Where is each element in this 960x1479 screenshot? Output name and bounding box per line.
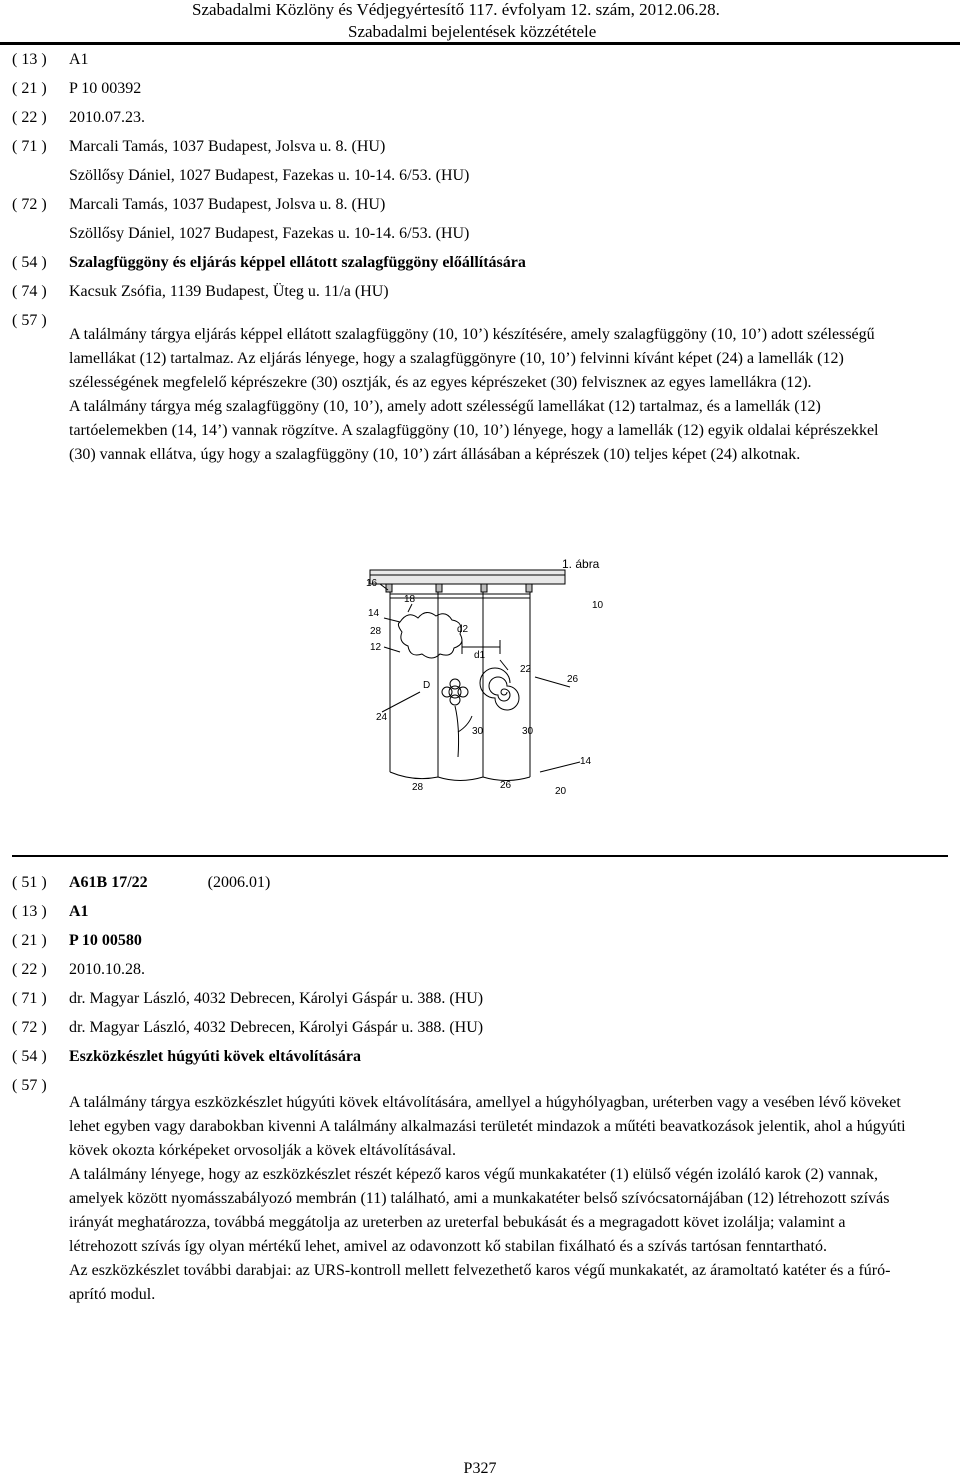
field-code: ( 21 ) [12, 80, 47, 97]
journal-title: Szabadalmi Közlöny és Védjegyértesítő 117. évfolyam 12. szám, 2012.06.28. [192, 0, 720, 19]
field-71 [12, 135, 385, 159]
ref-label: D [423, 680, 431, 691]
field-value: 2010.07.23. [69, 109, 145, 126]
ref-label: 28 [370, 626, 382, 637]
field-57 [12, 309, 69, 333]
abstract-1 [69, 323, 909, 467]
abstract-paragraph: Az eszközkészlet további darabjai: az URS-kontroll mellett felvezethető karos végű munkakatét, az áramoltató katéter és a fúró-aprító modul. [69, 1262, 891, 1303]
field-57 [12, 1074, 69, 1098]
ipc-code: A61B 17/22 [69, 874, 148, 891]
field-code: ( 22 ) [12, 109, 47, 126]
abstract-paragraph: A találmány tárgya eljárás képpel ellátott szalagfüggöny (10, 10’) készítésére, amely szalagfüggöny (10, 10’) adott szélességű lamellákat (12) tartalmaz. Az eljárás lényege, hogy a szalagfüggönyre (10, 10’) felvinni kívánt képet (24) a lamellák (12) szélességének megfelelő képrészekre (30) osztják, és az egyes képrészeket (30) felviszneк az egyes lamellákra (12). [69, 326, 875, 391]
field-code: ( 54 ) [12, 1048, 47, 1065]
ref-label: d1 [474, 650, 486, 661]
field-code: ( 13 ) [12, 903, 47, 920]
field-value: Marcali Tamás, 1037 Budapest, Jolsva u. 8. (HU) [69, 196, 386, 213]
field-54 [12, 251, 526, 275]
section-title: Szabadalmi bejelentések közzététele [348, 22, 597, 41]
field-value: P 10 00392 [69, 80, 142, 97]
headrail [370, 570, 565, 584]
ref-label: 14 [580, 756, 592, 767]
field-71 [12, 987, 483, 1011]
abstract-paragraph: A találmány tárgya eszközkészlet húgyúti kövek eltávolítására, amellyel a húgyhólyagban, uréterben vagy a vesében lévő köveket lehet egyben vagy darabokban kivenni A találmány alkalmazási területét mindazok a műtéti beavatkozások jelentik, ahol a húgyúti kövek okozta kórképeket orvosolják a kövek eltávolításával. [69, 1094, 906, 1159]
ref-label: 28 [412, 782, 424, 793]
field-code: ( 51 ) [12, 874, 47, 891]
field-21 [12, 929, 142, 953]
field-value: dr. Magyar László, 4032 Debrecen, Károlyi Gáspár u. 388. (HU) [69, 1019, 484, 1036]
ref-label: 22 [520, 664, 532, 675]
page-number: P327 [463, 1460, 497, 1477]
field-code: ( 71 ) [12, 990, 47, 1007]
ref-label: 16 [366, 578, 378, 589]
patent-drawing [360, 552, 620, 802]
field-code: ( 57 ) [12, 1077, 47, 1094]
field-value: Marcali Tamás, 1037 Budapest, Jolsva u. 8. (HU) [69, 138, 386, 155]
abstract-paragraph: A találmány lényege, hogy az eszközkészlet részét képező karos végű munkakatéter (1) elülső végén izoláló karok (2) vannak, amelyek között nyomásszabályozó membrán (11) található, ami a munkakatéter belső szívócsatornájában (12) létrehozott szívás irányát meghatározza, továbbá meggátolja az ureterben az ureterfal bebukását és a megragadott követ izolálja; valamint a létrehozott szívás így olyan mértékű lehet, amivel az odavonzott kő stabilan fixálható és a szívás tartósan fenntartható. [69, 1166, 890, 1255]
field-code: ( 72 ) [12, 196, 47, 213]
field-code: ( 22 ) [12, 961, 47, 978]
field-54 [12, 1045, 361, 1069]
ref-label: 20 [555, 786, 567, 797]
ipc-date: (2006.01) [207, 874, 271, 891]
ref-label: 26 [567, 674, 579, 685]
field-code: ( 72 ) [12, 1019, 47, 1036]
field-code: ( 57 ) [12, 312, 47, 329]
field-13 [12, 48, 89, 72]
abstract-paragraph: A találmány tárgya még szalagfüggöny (10, 10’), amely adott szélességű lamellákat (12) tartalmaz, és a lamellák (12) tartóelemekben (14, 14’) vannak rögzítve. A szalagfüggöny (10, 10’) lényege, hogy a lamellák (12) egyik oldalai képrészekkel (30) vannak ellátva, úgy hogy a szalagfüggöny (10, 10’) zárt állásában a képrészek (10) teljes képet (24) alkotnak. [69, 398, 879, 463]
field-value: 2010.10.28. [69, 961, 145, 978]
field-74 [12, 280, 389, 304]
field-72 [12, 193, 385, 217]
field-22 [12, 958, 145, 982]
field-72 [12, 1016, 483, 1040]
figure-title: 1. ábra [562, 557, 600, 571]
ref-label: 30 [522, 726, 534, 737]
field-71-line2: Szöllősy Dániel, 1027 Budapest, Fazekas u. 10-14. 6/53. (HU) [69, 167, 470, 184]
field-code: ( 71 ) [12, 138, 47, 155]
field-value: A1 [69, 903, 89, 920]
field-code: ( 74 ) [12, 283, 47, 300]
field-21 [12, 77, 141, 101]
field-code: ( 21 ) [12, 932, 47, 949]
page-header [0, 0, 960, 44]
patent-title: Eszközkészlet húgyúti kövek eltávolítására [69, 1048, 361, 1065]
abstract-2 [69, 1091, 909, 1307]
ref-label: 18 [404, 594, 416, 605]
ref-label: 26 [500, 780, 512, 791]
field-22 [12, 106, 145, 130]
field-72-line2: Szöllősy Dániel, 1027 Budapest, Fazekas u. 10-14. 6/53. (HU) [69, 225, 470, 242]
header-divider [0, 42, 960, 45]
ref-label: 14 [368, 608, 380, 619]
field-code: ( 54 ) [12, 254, 47, 271]
field-51 [12, 871, 270, 895]
field-value: A1 [69, 51, 89, 68]
field-value: dr. Magyar László, 4032 Debrecen, Károlyi Gáspár u. 388. (HU) [69, 990, 484, 1007]
field-13 [12, 900, 89, 924]
ref-label: 24 [376, 712, 388, 723]
ref-label: 10 [592, 600, 604, 611]
ref-label: d2 [457, 624, 469, 635]
entry-divider [12, 855, 948, 857]
field-value: P 10 00580 [69, 932, 142, 949]
field-value: Kacsuk Zsófia, 1139 Budapest, Üteg u. 11/a (HU) [69, 283, 389, 300]
field-code: ( 13 ) [12, 51, 47, 68]
ref-label: 12 [370, 642, 382, 653]
ref-label: 30 [472, 726, 484, 737]
patent-title: Szalagfüggöny és eljárás képpel ellátott szalagfüggöny előállítására [69, 254, 526, 271]
